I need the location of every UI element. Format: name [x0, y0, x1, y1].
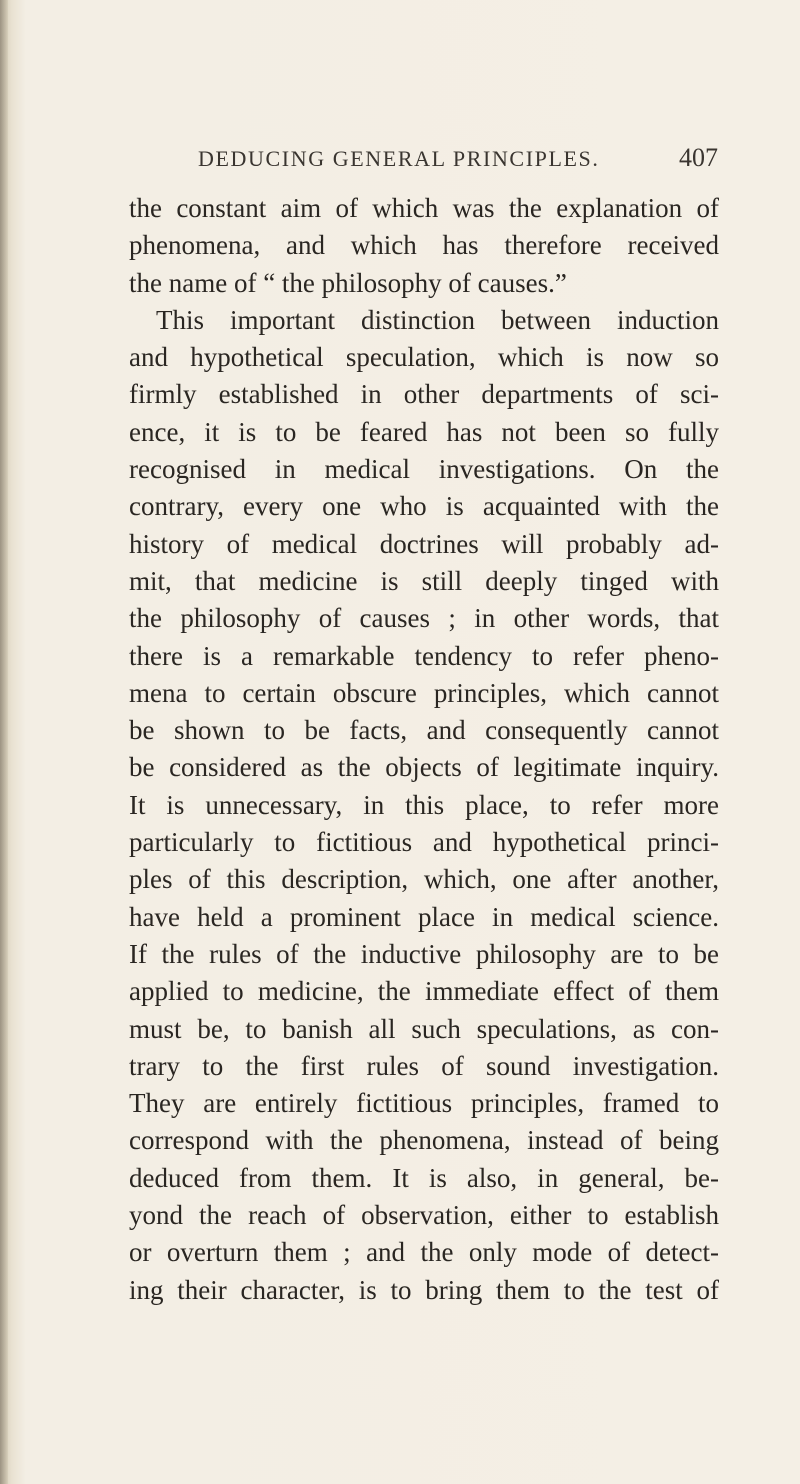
running-title: DEDUCING GENERAL PRINCIPLES.: [198, 146, 600, 171]
text-line: the name of “ the philosophy of causes.”: [129, 267, 567, 298]
text-line: mena to certain obscure principles, which cannot: [129, 677, 719, 708]
text-line: If the rules of the inductive philosophy are to be: [129, 938, 719, 969]
text-line: have held a prominent place in medical science.: [129, 901, 719, 932]
body-text: [129, 190, 719, 1309]
text-line: mit, that medicine is still deeply tinged with: [129, 565, 719, 596]
text-line: ples of this description, which, one after another,: [129, 864, 719, 895]
text-line: ing their character, is to bring them to the test of: [129, 1274, 719, 1305]
text-line: be shown to be facts, and consequently cannot: [129, 715, 719, 746]
paragraph-start-line: This important distinction between induction: [156, 304, 719, 335]
text-line: firmly established in other departments of sci-: [129, 379, 719, 410]
text-line: correspond with the phenomena, instead of being: [129, 1125, 719, 1156]
page-number: 407: [679, 143, 718, 172]
text-line: applied to medicine, the immediate effect of them: [129, 976, 719, 1007]
text-line: or overturn them ; and the only mode of detect-: [129, 1237, 719, 1268]
text-line: recognised in medical investigations. On the: [129, 454, 719, 485]
text-line: history of medical doctrines will probably ad-: [129, 528, 719, 559]
text-line: It is unnecessary, in this place, to refer more: [129, 789, 719, 820]
text-line: contrary, every one who is acquainted with the: [129, 491, 719, 522]
running-head: [198, 143, 718, 173]
text-line: be considered as the objects of legitimate inquiry.: [129, 752, 719, 783]
binding-gutter: [0, 0, 8, 1484]
text-line: particularly to fictitious and hypothetical princi-: [129, 827, 719, 858]
text-line: trary to the first rules of sound investigation.: [129, 1050, 719, 1081]
text-line: ence, it is to be feared has not been so fully: [129, 416, 719, 447]
text-line: the philosophy of causes ; in other words, that: [129, 603, 719, 634]
text-line: phenomena, and which has therefore received: [129, 230, 719, 261]
text-line: deduced from them. It is also, in general, be-: [129, 1162, 719, 1193]
text-line: the constant aim of which was the explanation of: [129, 193, 719, 223]
text-line: yond the reach of observation, either to establish: [129, 1200, 719, 1231]
text-line: must be, to banish all such speculations, as con-: [129, 1013, 719, 1044]
text-line: They are entirely fictitious principles, framed to: [129, 1088, 719, 1119]
text-line: there is a remarkable tendency to refer pheno-: [129, 640, 719, 671]
text-line: and hypothetical speculation, which is now so: [129, 342, 719, 373]
